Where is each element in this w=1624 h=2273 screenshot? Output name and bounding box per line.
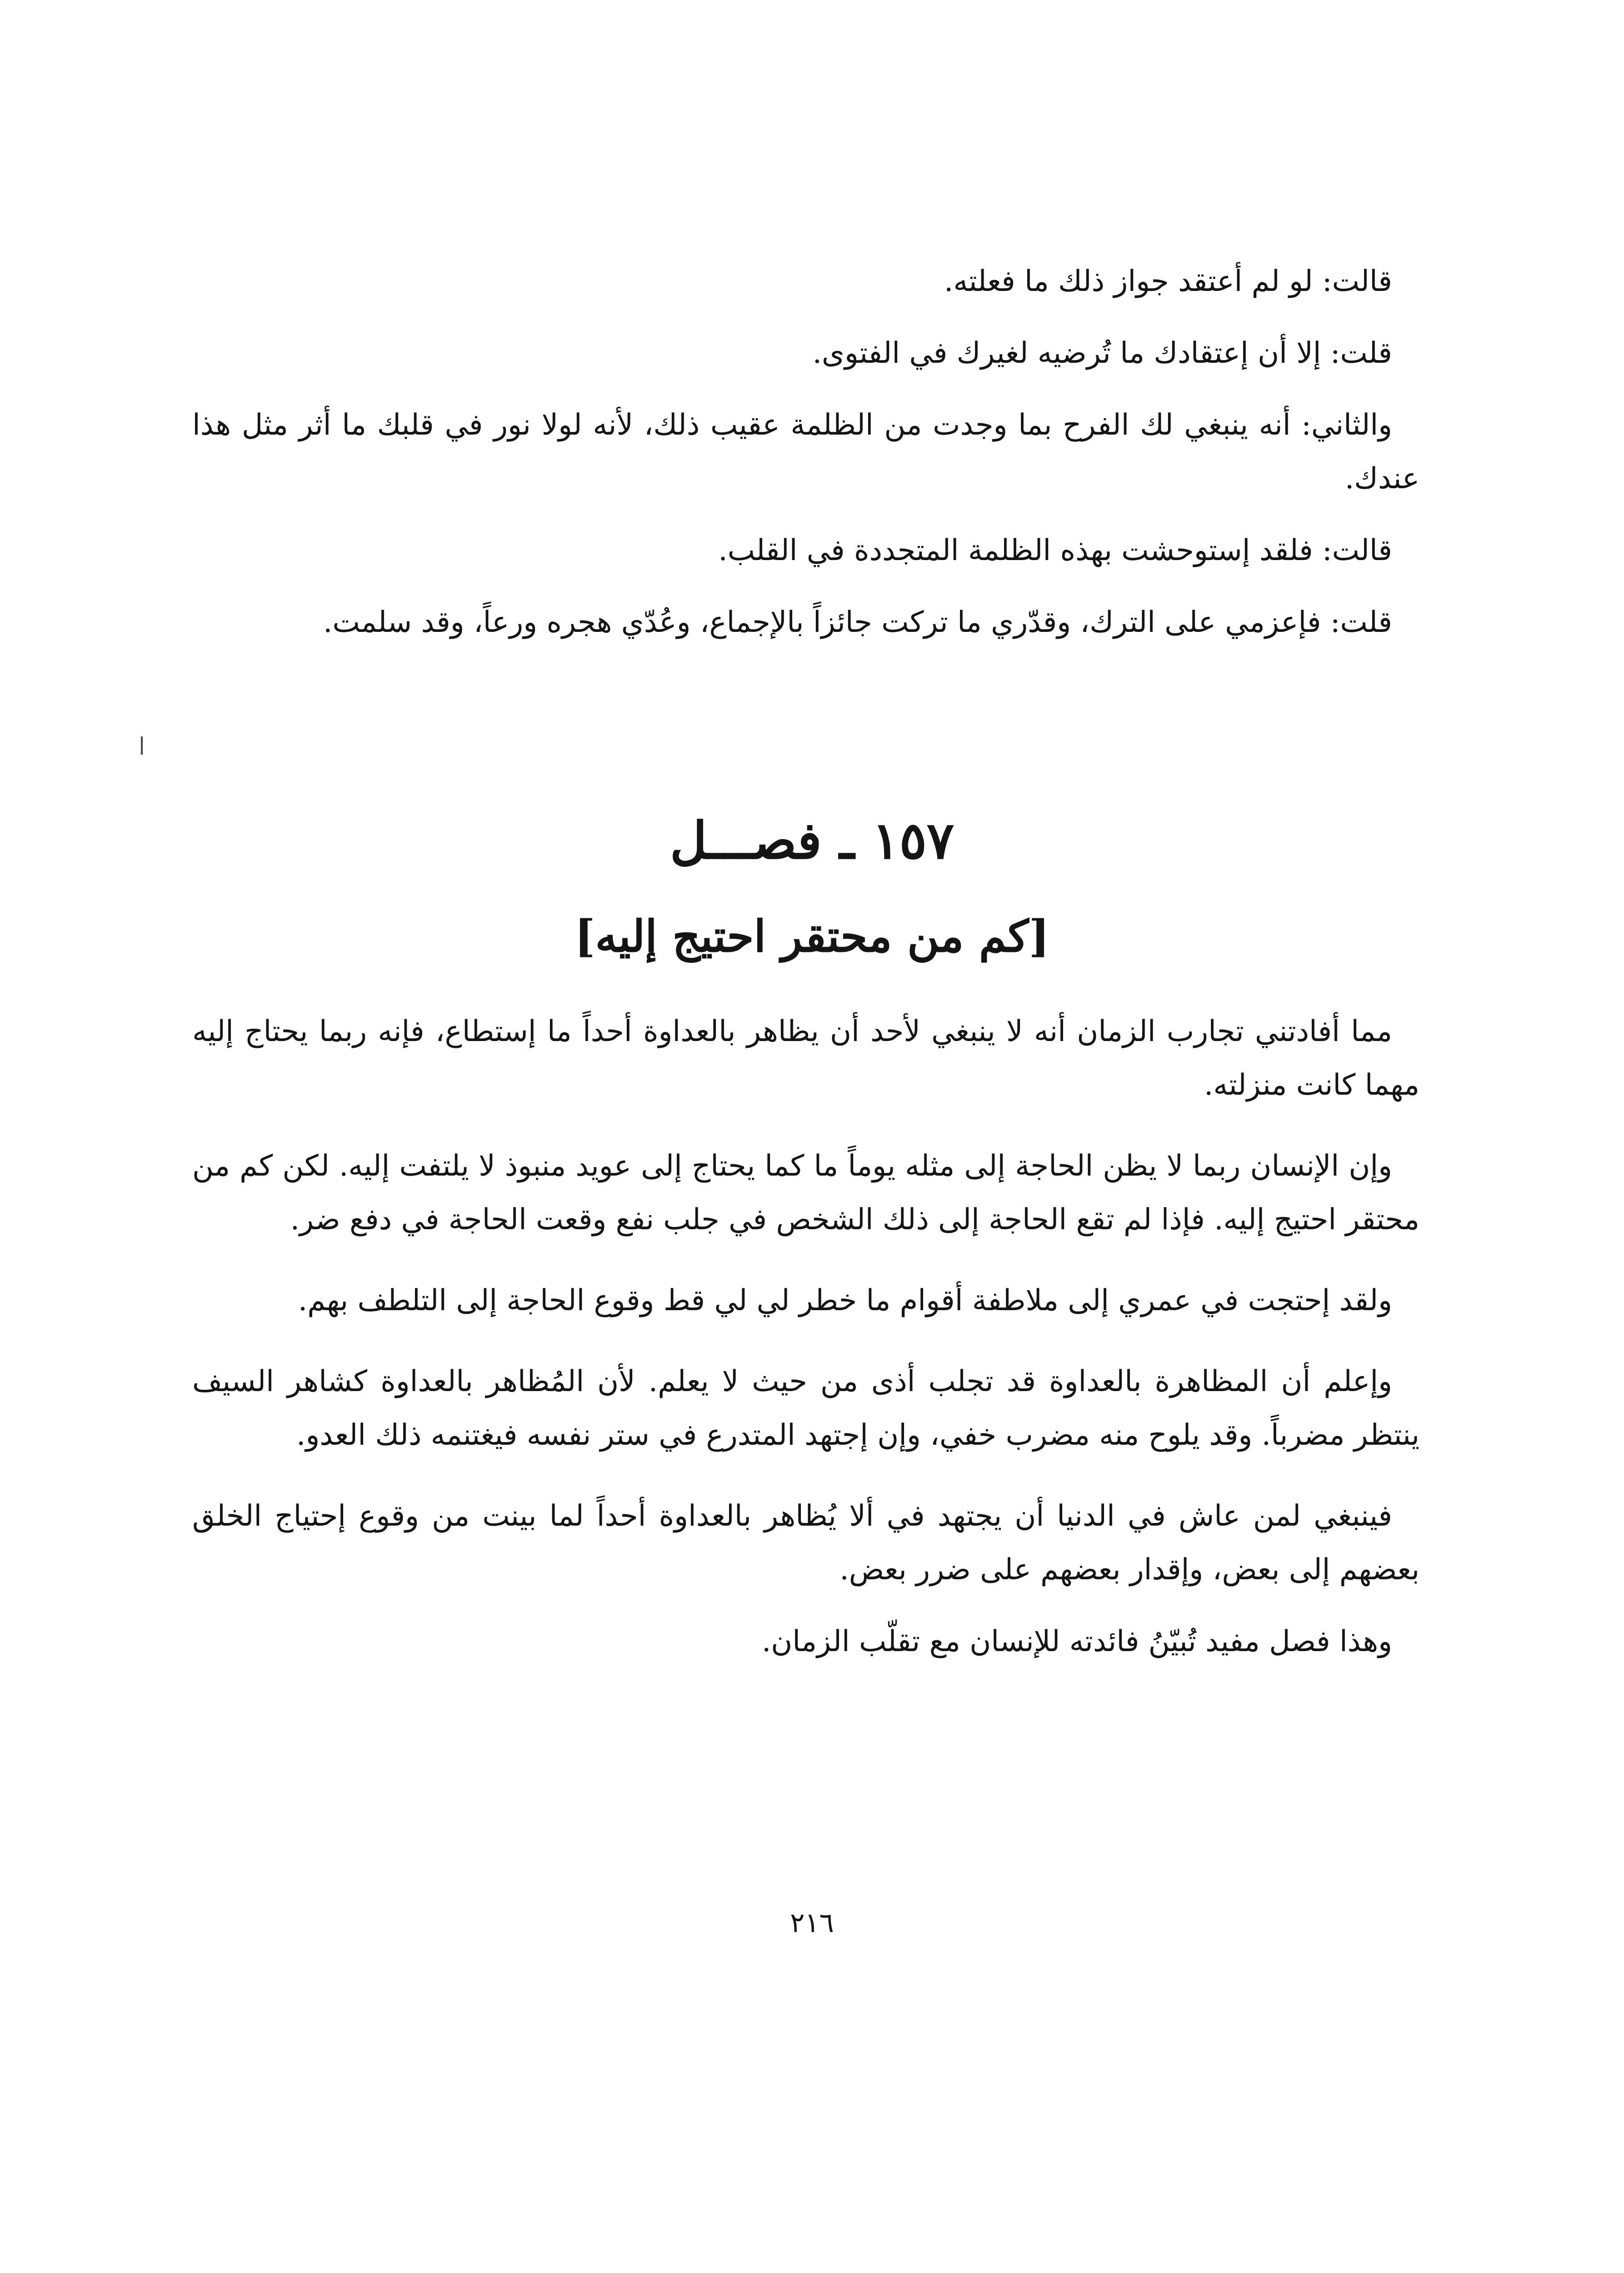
dialogue-paragraph: قلت: فإعزمي على الترك، وقدّري ما تركت جائزاً بالإجماع، وعُدّي هجره ورعاً، وقد سلمت. [323, 606, 1392, 639]
body-paragraph: مما أفادتني تجارب الزمان أنه لا ينبغي لأحد أن يظاهر بالعداوة أحداً ما إستطاع، فإنه ربما يحتاج إليه مهما كانت منزلته. [192, 1015, 1419, 1102]
dialogue-paragraph: والثاني: أنه ينبغي لك الفرح بما وجدت من الظلمة عقيب ذلك، لأنه لولا نور في قلبك ما أثر مثل هذا عندك. [192, 408, 1419, 496]
top-text-block [192, 255, 1419, 649]
body-paragraph: فينبغي لمن عاش في الدنيا أن يجتهد في ألا يُظاهر بالعداوة أحداً لما بينت من وقوع إحتياج الخلق بعضهم إلى بعض، وإقدار بعضهم على ضرر بعض. [192, 1499, 1419, 1587]
body-paragraph: وهذا فصل مفيد تُبيّنُ فائدته للإنسان مع تقلّب الزمان. [761, 1625, 1392, 1658]
dialogue-paragraph: قالت: فلقد إستوحشت بهذه الظلمة المتجددة في القلب. [718, 534, 1392, 567]
dialogue-paragraph: قالت: لو لم أعتقد جواز ذلك ما فعلته. [944, 265, 1392, 298]
body-text-block [192, 1005, 1419, 1668]
section-subtitle: [كم من محتقر احتيج إليه] [575, 911, 1049, 962]
section-title: ١٥٧ ـ فصـــل [670, 811, 954, 871]
margin-mark [141, 736, 143, 755]
dialogue-paragraph: قلت: إلا أن إعتقادك ما تُرضيه لغيرك في الفتوى. [812, 336, 1392, 370]
page-number: ٢١٦ [790, 1907, 834, 1939]
body-paragraph: ولقد إحتجت في عمري إلى ملاطفة أقوام ما خطر لي لي قط وقوع الحاجة إلى التلطف بهم. [298, 1284, 1392, 1317]
body-paragraph: وإعلم أن المظاهرة بالعداوة قد تجلب أذى من حيث لا يعلم. لأن المُظاهر بالعداوة كشاهر السيف ينتظر مضرباً. وقد يلوح منه مضرب خفي، وإن إجتهد المتدرع في ستر نفسه فيغتنمه ذلك العدو. [192, 1365, 1419, 1452]
body-paragraph: وإن الإنسان ربما لا يظن الحاجة إلى مثله يوماً ما كما يحتاج إلى عويد منبوذ لا يلتفت إليه. لكن كم من محتقر احتيج إليه. فإذا لم تقع الحاجة إلى ذلك الشخص في جلب نفع وقعت الحاجة في دفع ضر. [192, 1149, 1419, 1237]
